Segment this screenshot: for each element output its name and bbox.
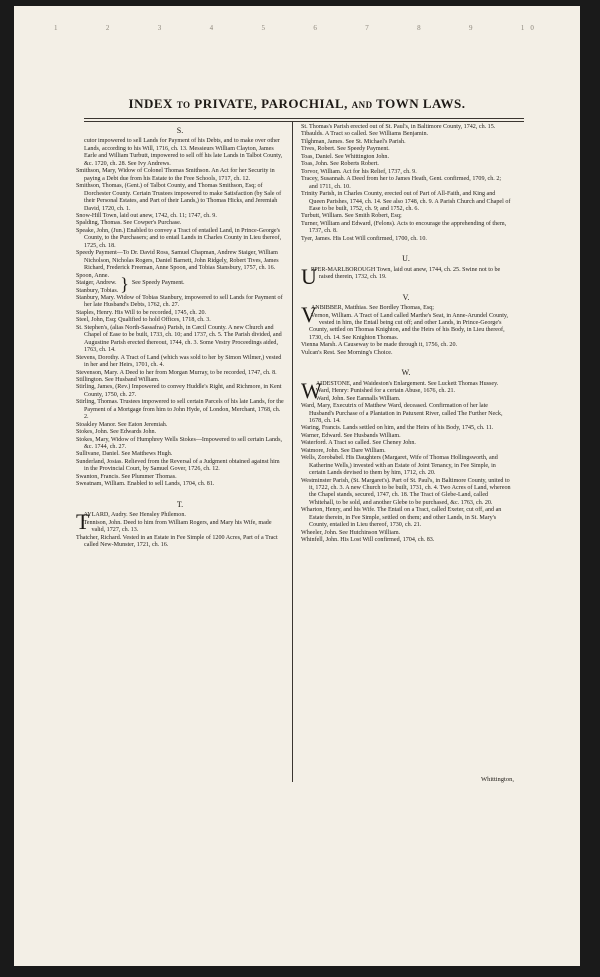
title-part3: TOWN LAWS. (376, 96, 466, 111)
index-entry: Vernon, William. A Tract of Land called Marthe's Seat, in Anne-Arundel County, vested in him, the Entail being cut off; and other Lands, in Prince-George's County, settled on Thomas Knighton, and the Heirs of his Body, in Lieu thereof, 1730, ch. 14. See Knighton Thomas. (309, 312, 509, 341)
index-entry: Thatcher, Richard. Vested in an Estate in Fee Simple of 1200 Acres, Part of a Tract called New-Munster, 1721, ch. 16. (76, 534, 278, 549)
top-mark: 9 (469, 24, 479, 32)
page-title (14, 96, 580, 112)
index-entry: Smithson, Thomas, (Gent.) of Talbot County, and Thomas Smithson, Esq; of Dorchester County. Certain Trustees impowered to make Satisfaction (by Sale of their Personal Estates, and Part of their Lands,) to Thomas Hicks, and Jeremiah David, 1720, ch. 1. (76, 183, 282, 212)
index-entry: Sweatnam, William. Enabled to sell Lands, 1704, ch. 81. (76, 481, 215, 488)
index-entry: Sullivane, Daniel. See Matthews Hugh. (76, 451, 173, 458)
top-mark: 2 (105, 24, 116, 32)
top-mark: 4 (209, 24, 220, 32)
brace-glyph: } (120, 273, 129, 294)
index-entry: Spoon, Anne. (76, 272, 110, 279)
brace-group (76, 273, 284, 295)
index-entry: Trinity Parish, in Charles County, erected out of Part of All-Faith, and King and Queen Parishes, 1744, ch. 14. See also 1748, ch. 9. A Parish Church and Chapel of Ease to be built, 1752, ch. 9; and 1752, ch. 6. (301, 191, 511, 212)
index-entry: Warner, Edward. See Husbands William. (301, 432, 401, 439)
index-entry: Waring, Francis. Lands settled on him, and the Heirs of his Body, 1745, ch. 11. (301, 425, 494, 432)
index-entry: Tilghman, James. See St. Michael's Parish. (301, 138, 406, 145)
top-mark: 6 (313, 24, 323, 32)
catchword: Whittington, (480, 776, 514, 783)
index-entry: Turner, William and Edward, (Felons). Acts to encourage the apprehending of them, 1737, ch. 8. (301, 220, 507, 235)
index-entry: Stevenson, Mary. A Deed to her from Morgan Murray, to be recorded, 1747, ch. 8. (76, 369, 277, 376)
index-entry: Stokes, John. See Edwards John. (76, 429, 157, 436)
drop-cap: W (301, 377, 322, 403)
index-entry: Tennison, John. Deed to him from William Rogers, and Mary his Wife, made valid, 1727, ch. 13. (83, 519, 272, 534)
index-entry: Steel, John, Esq; Qualified to hold Offices, 1718, ch. 3. (76, 317, 211, 324)
index-entry: Spalding, Thomas. See Cowper's Purchase. (76, 220, 182, 227)
drop-cap: T (76, 509, 90, 535)
entry-text: PPER-MARLBOROUGH Town, laid out anew, 1744, ch. 25. Swine not to be raised therein, 1732, ch. 19. (310, 266, 501, 281)
index-entry: Toas, Daniel. See Whittington John. (301, 153, 389, 160)
right-column (301, 124, 511, 545)
index-entry: Ward, Mary, Executrix of Matthew Ward, deceased. Confirmation of her late Husband's Purchase of a Plantation in Patuxent River, called The Further Neck, 1678, ch. 14. (301, 403, 503, 424)
drop-cap: U (301, 263, 317, 289)
left-column (76, 124, 284, 549)
index-entry: Toas, John. See Roberts Robert. (301, 161, 379, 168)
brace-note: See Speedy Payment. (131, 280, 185, 287)
index-entry: St. Thomas's Parish erected out of St. Paul's, in Baltimore County, 1742, ch. 15. (301, 124, 496, 130)
document-page (14, 6, 580, 966)
index-entry: Tyer, James. His Lost Will confirmed, 1700, ch. 10. (301, 235, 427, 242)
index-entry: Whinfell, John. His Lost Will confirmed, 1704, ch. 83. (301, 537, 435, 544)
title-to: TO (176, 100, 191, 110)
top-mark: 8 (417, 24, 427, 32)
index-entry: Speake, John, (Jun.) Enabled to convey a Tract of entailed Land, in Prince-George's County, to the Purchasers; and to entail Lands in Charles County in Lieu thereof, 1725, ch. 18. (76, 227, 282, 249)
index-entry: Stanbury, Tobias. (76, 287, 119, 294)
top-mark: 5 (261, 24, 271, 32)
column-divider (292, 122, 293, 782)
top-mark: 7 (365, 24, 375, 32)
index-entry: Stevens, Dorothy. A Tract of Land (which was sold to her by Simon Wilmer,) vested in her and her Heirs, 1701, ch. 4. (76, 354, 282, 369)
index-entry: Ward, John. See Eannalls William. (315, 395, 401, 402)
index-entry: Tibaulds. A Tract so called. See Williams Benjamin. (301, 131, 429, 138)
index-entry: Stillington. See Husband William. (76, 376, 160, 383)
entry-text: ANBIBBER, Matthias. See Bordley Thomas, Esq; (310, 305, 435, 312)
title-part1: INDEX (128, 96, 173, 111)
section-letter-s: S. (176, 126, 184, 135)
index-entry: Waterford. A Tract so called. See Cheney John. (301, 440, 416, 447)
title-rule (84, 118, 524, 119)
index-entry: Snow-Hill Town, laid out anew, 1742, ch. 11; 1747, ch. 9. (76, 212, 217, 219)
index-entry: Wheeler, John. See Hutchinson William. (301, 529, 401, 536)
index-entry: Staples, Henry. His Will to be recorded, 1745, ch. 20. (76, 309, 207, 316)
index-entry: Stanbury, Mary. Widow of Tobias Stanbury, impowered to sell Lands for Payment of her late Husband's Debts, 1762, ch. 27. (76, 294, 283, 309)
top-mark: 10 (520, 24, 540, 32)
index-entry: Westminster Parish, (St. Margaret's). Part of St. Paul's, in Baltimore County, united to it, 1722, ch. 3. A new Church to be built, 1731, ch. 4. Two Acres of Land, whereon the Chapel stands, secured, 1747, ch. 18. The Tract of Glebe-Land, called Whitehall, to be sold, and another Glebe to be purchased, &c. 1763, ch. 20. (301, 477, 511, 506)
title-part2: PRIVATE, PAROCHIAL, (194, 96, 348, 111)
index-entry: Staiger, Andrew. (76, 280, 117, 287)
entry-text: AIDESTONE, and Waideston's Enlargement. See Luckett Thomas Hussey. (315, 380, 499, 387)
section-letter-u: U. (402, 254, 410, 264)
index-entry: Turbutt, William. See Smith Robert, Esq; (301, 213, 402, 220)
entry-text: AYLARD, Audry. See Hensley Philemon. (83, 512, 186, 519)
index-entry: Stokes, Mary, Widow of Humphrey Wells Stokes—Impowered to sell certain Lands, &c. 1744, ch. 27. (76, 436, 282, 451)
section-letter-t: T. (176, 499, 184, 509)
index-entry: Smithson, Mary, Widow of Colonel Thomas Smithson. An Act for her Security in paying a Debt due from his Estate to the Free Schools, 1717, ch. 12. (76, 168, 275, 182)
index-entry: Wharton, Henry, and his Wife. The Entail on a Tract, called Exeter, cut off, and an Estate therein, in Fee Simple, settled on them; and other Lands, in St. Mary's County, entailed in Lieu thereof, 1730, ch. 21. (301, 507, 502, 529)
index-entry: Tives, Robert. See Speedy Payment. (301, 146, 390, 153)
brace-names (76, 273, 118, 295)
index-entry: Tracey, Susannah. A Deed from her to James Heath, Gent. confirmed, 1709, ch. 2; and 1711, ch. 10. (301, 176, 502, 190)
section-letter-w: W. (401, 368, 411, 378)
index-entry (301, 263, 511, 289)
index-entry: Wells, Zorobabel. His Daughters (Margaret, Wife of Thomas Hollingsworth, and Katherine Wells,) invested with an Estate of Joint Tenancy, in Fee Simple, in certain Lands devised to them by him, 1712, ch. 20. (301, 455, 498, 477)
index-entry: Swanton, Francis. See Plummer Thomas. (76, 473, 177, 480)
section-letter-v: V. (402, 292, 410, 302)
index-entry: Watmore, John. See Dare William. (301, 447, 386, 454)
index-entry: Speedy Payment—To Dr. David Ross, Samuel Chapman, Andrew Staiger, William Nicholson, Nicholas Rogers, Daniel Barnett, John Ridgely, Robert Tives, James Richard, Frederick Freeman, Anne Spoon, and Tobias Stansbury, 1757, ch. 16. (76, 250, 279, 272)
index-entry: Ward, Henry: Punished for a certain Abuse, 1676, ch. 21. (315, 388, 456, 395)
top-mark: 3 (157, 24, 168, 32)
title-rule (84, 121, 524, 122)
index-entry: Vienna Marsh. A Causeway to be made through it, 1756, ch. 20. (301, 342, 458, 349)
index-entry: Stoakley Manor. See Eaton Jeremiah. (76, 421, 168, 428)
index-entry: Stirling, James, (Rev.) Impowered to convey Huddle's Right, and Richmore, in Kent County, 1750, ch. 27. (76, 384, 282, 398)
top-margin-marks (54, 24, 540, 32)
title-and: AND (351, 100, 373, 110)
drop-cap: V (301, 302, 317, 328)
index-entry: Sunderland, Josias. Relieved from the Reversal of a Judgment obtained against him in the Provincial Court, by Samuel Gover, 1726, ch. 12. (76, 458, 280, 473)
index-entry: Torvor, William. Act for his Relief, 1737, ch. 9. (301, 168, 417, 175)
top-mark: 1 (54, 24, 64, 32)
index-entry: Vulcan's Rest. See Morning's Choice. (301, 349, 393, 356)
index-entry: cutor impowered to sell Lands for Payment of his Debts, and to make over other Lands, according to his Will, 1716, ch. 13. Messieurs William Clayton, James Earle and William Turbutt, impowered to sell off his late Lands in Talbot County, &c. 1720, ch. 28. See Ivy Andrews. (84, 138, 283, 167)
index-entry: St. Stephen's, (alias North-Sassafras) Parish, in Cæcil County. A new Church and Chapel of Ease to be built, 1733, ch. 10; and 1737, ch. 5. The Parish divided, and Augustine Parish erected thereout, 1744, ch. 3. Some Vestry Proceedings aided, 1763, ch. 14. (76, 324, 282, 354)
index-entry: Stirling, Thomas. Trustees impowered to sell certain Parcels of his late Lands, for the Payment of a Mortgage from him to John Hyde, of London, Merchant, 1768, ch. 2. (76, 399, 284, 421)
